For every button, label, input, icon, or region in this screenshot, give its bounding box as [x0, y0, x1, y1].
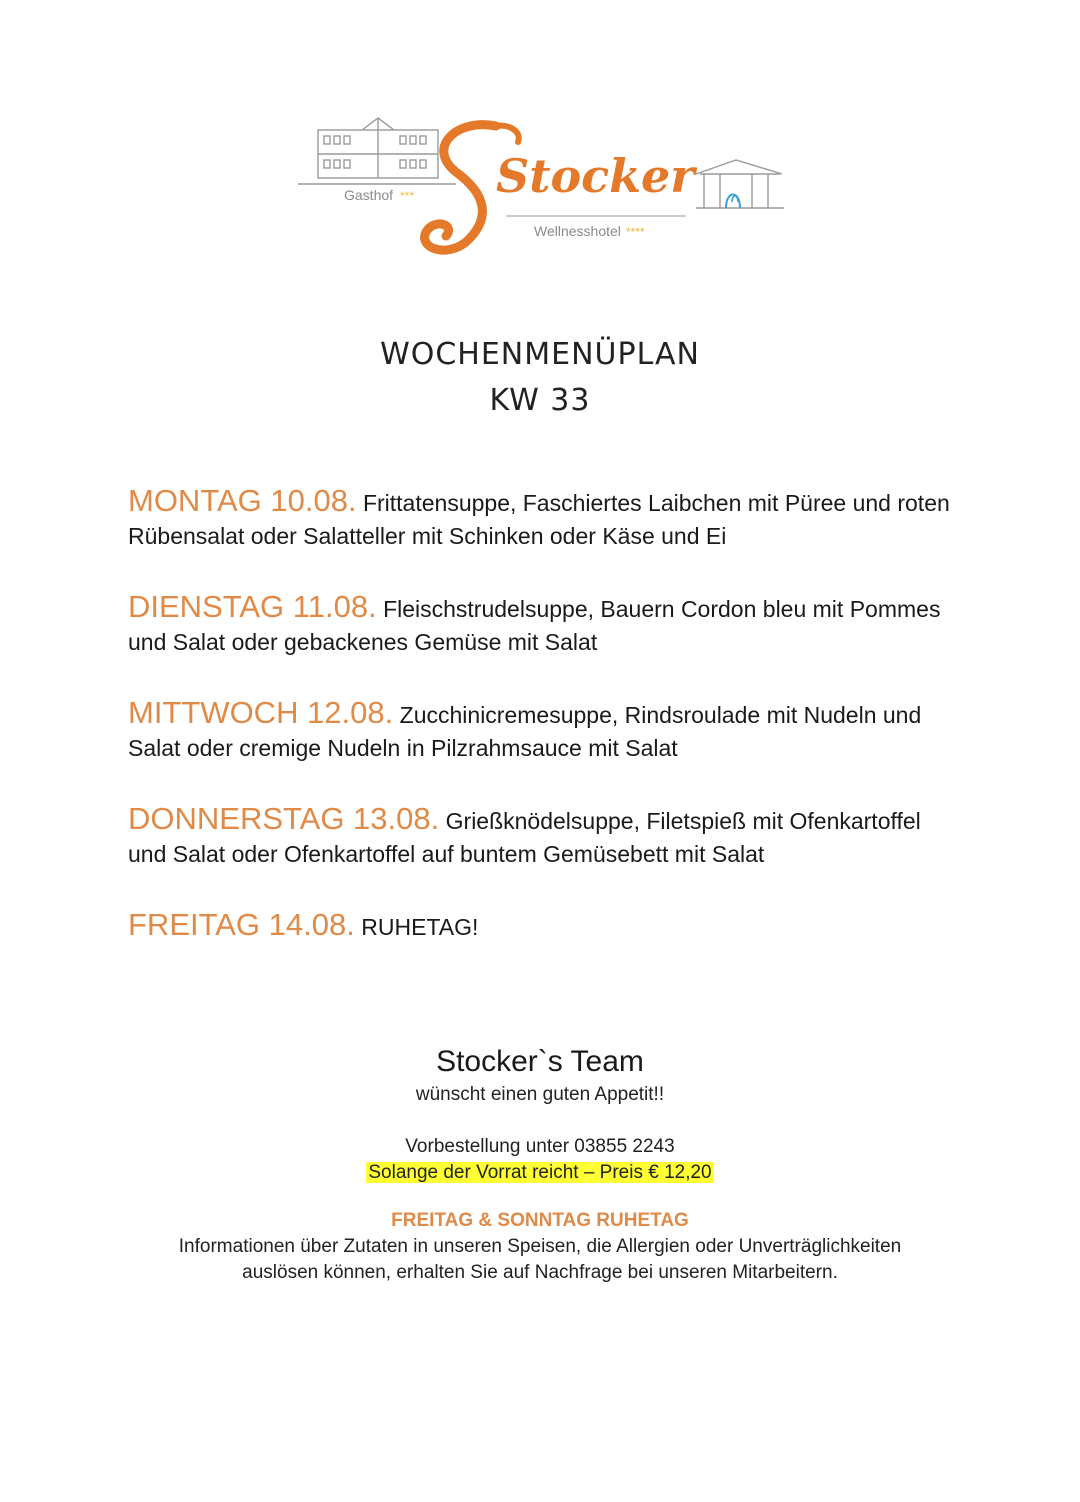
logo-left-stars: *** — [400, 189, 415, 203]
menu-footer — [0, 1042, 1080, 1286]
day-dishes: Fleischstrudelsuppe, Bauern Cordon bleu mit Pommes und Salat oder gebackenes Gemüse mit Salat — [128, 596, 941, 655]
brand-swirl-icon — [425, 125, 496, 250]
day-name: DONNERSTAG 13.08. — [128, 801, 440, 836]
day-dishes: Grießknödelsuppe, Filetspieß mit Ofenkartoffel und Salat oder Ofenkartoffel auf buntem Gemüsebett mit Salat — [128, 808, 921, 867]
day-list — [128, 484, 958, 981]
allergen-info: Informationen über Zutaten in unseren Speisen, die Allergien oder Unverträglichkeiten auslösen können, erhalten Sie auf Nachfrage bei unseren Mitarbeitern. — [178, 1236, 902, 1283]
appetite-wish: wünscht einen guten Appetit!! — [415, 1084, 665, 1105]
day-name: MITTWOCH 12.08. — [128, 695, 394, 730]
day-entry-monday — [128, 484, 958, 553]
price-line — [0, 1160, 1080, 1186]
day-dishes: RUHETAG! — [361, 914, 479, 940]
hotel-building-icon — [298, 118, 456, 184]
menu-title-line1: WOCHENMENÜPLAN — [380, 337, 700, 372]
menu-title-week: KW 33 — [489, 383, 591, 418]
menu-title — [0, 332, 1080, 424]
day-name: MONTAG 10.08. — [128, 483, 357, 518]
logo-left-caption: Gasthof — [344, 187, 394, 203]
preorder-phone: Vorbestellung unter 03855 2243 — [405, 1136, 675, 1157]
logo-right-caption: Wellnesshotel — [534, 223, 621, 239]
stocker-logo-graphic — [296, 108, 786, 258]
day-entry-tuesday — [128, 590, 958, 659]
closed-days-notice: FREITAG & SONNTAG RUHETAG — [391, 1210, 689, 1231]
day-name: FREITAG 14.08. — [128, 907, 355, 942]
day-dishes: Zucchinicremesuppe, Rindsroulade mit Nudeln und Salat oder cremige Nudeln in Pilzrahmsauce mit Salat — [128, 702, 922, 761]
stocker-logo — [296, 108, 786, 258]
team-signature: Stocker`s Team — [436, 1045, 644, 1078]
day-entry-thursday — [128, 802, 958, 871]
day-entry-friday — [128, 908, 958, 944]
logo-brand-name: Stocker — [496, 149, 695, 203]
price-highlight: Solange der Vorrat reicht – Preis € 12,20 — [368, 1162, 712, 1183]
day-name: DIENSTAG 11.08. — [128, 589, 377, 624]
logo-right-stars: **** — [626, 225, 645, 239]
day-dishes: Frittatensuppe, Faschiertes Laibchen mit Püree und roten Rübensalat oder Salatteller mit Schinken oder Käse und Ei — [128, 490, 950, 549]
day-entry-wednesday — [128, 696, 958, 765]
